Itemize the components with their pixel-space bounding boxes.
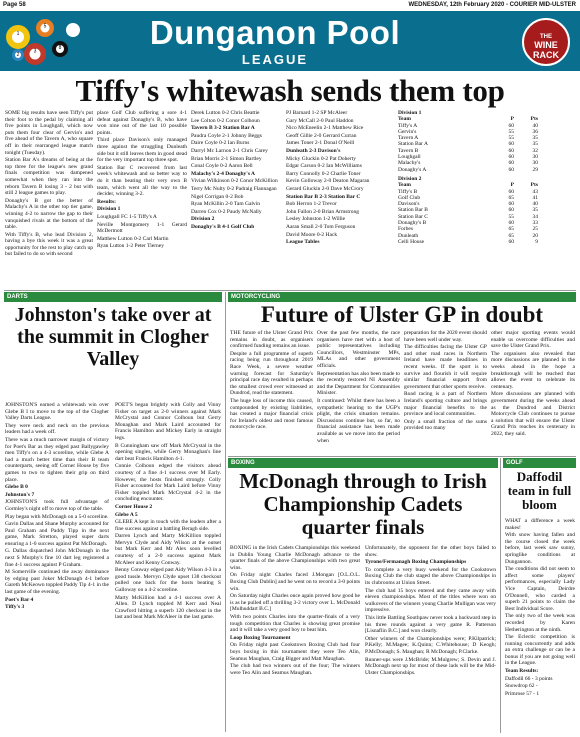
points-cell: 25 xyxy=(532,226,538,233)
result-line: Terry Mc Nulty 0-2 Padraig Flannagan xyxy=(191,185,277,192)
motor-column-3 xyxy=(404,330,487,450)
paragraph: Darren Lynch and Marty McKillion toppled Mervyn Clyde and Aidy Wilson at the outset but Mark Kerr and Mr Alex soon levelled courtesy of a 2-0 success against Mark McAleer and Kenny Conway. xyxy=(115,533,221,566)
division-1-table xyxy=(398,110,538,173)
sponsor-logo xyxy=(522,18,570,66)
points-cell: 30 xyxy=(532,154,538,161)
pool-ball-icon: 8 xyxy=(52,41,68,57)
result-line: Division 2 xyxy=(191,216,215,223)
team-cell: Forbes xyxy=(398,226,413,233)
points-cell: 20 xyxy=(532,232,538,239)
paragraph: The only two of the week was recorded by Karen Hetherington at the ninth. xyxy=(505,613,575,633)
result-line: Donaghy's B 4-1 Golf Club xyxy=(191,223,255,230)
result-line: Geoff Gillie 2-0 Gerrard Curran xyxy=(286,132,357,139)
lead-column-1 xyxy=(5,110,93,286)
paragraph: POET'S began brightly with Colly and Vinny Fisher on target as 2-0 winners against Mark McCrystal and Connor Colhoun but Gerry Monaghan and Mark Laird accounted for Francis Hamilton and Mickey Early in straight legs. xyxy=(115,402,221,441)
paragraph: On Saturday night Charles once again proved how good he is as he pulled off a thrilling 3-2 victory over L. McDonald [Mulhuddart B.C.] xyxy=(230,593,360,613)
played-cell: 65 xyxy=(508,226,514,233)
cue-ball-icon xyxy=(66,23,80,37)
result-line: Brian Morris 2-1 Simon Bartley xyxy=(191,155,262,162)
banner-title: Dunganon Pool xyxy=(149,14,401,51)
points-cell: 33 xyxy=(532,220,538,227)
team-cell: Golf Club xyxy=(398,194,421,201)
result-line: Tavern B 3-2 Station Bar A xyxy=(191,125,255,132)
divider xyxy=(4,290,576,291)
result-line: Daffodil 66 - 3 points xyxy=(505,675,553,682)
result-line: Kevin Golloway 2-0 Deaton Magaran xyxy=(286,178,370,185)
score-line: Johnston's 7 xyxy=(5,491,35,498)
table-title: Division 1 xyxy=(398,110,422,116)
result-line: Ryan Lutton 1-2 Peter Tierney xyxy=(97,243,164,250)
team-cell: Dunleath xyxy=(398,232,419,239)
subheading: Team Results: xyxy=(505,668,539,675)
result-line: John Fallon 2-0 Brian Armstrong xyxy=(286,208,360,215)
paragraph: Donaghy's B got the better of Malachy's A in the other top tier game, winning 4-2 to narrow the gap to their vanquished rivals at the bottom of the table. xyxy=(5,197,93,231)
table-row xyxy=(398,239,538,245)
points-cell: 35 xyxy=(532,135,538,142)
paragraph: On Friday night past Cookstown Boxing Club had four boys boxing in this tournament they were Teo Alin, Seamus Maughan, Craig Bigger and Matt Maughan. xyxy=(230,642,360,662)
played-cell: 65 xyxy=(508,194,514,201)
paragraph: Other winners of the Championships were; P.Kilpatrick; P.Kelly; M.Magee; K.Quinn; C.Whitehouse; D Keogh; P.McDonagh; S. Maughan; R McDonagh; P.Clarke. xyxy=(365,635,496,655)
team-cell: Celli House xyxy=(398,238,425,245)
banner-subtitle: LEAGUE xyxy=(241,52,309,67)
paragraph: JOHNSTON'S earned a whitewash win over Glebe B I to move to the top of the Clogher Valley Darts League. xyxy=(5,402,109,422)
points-cell: 41 xyxy=(532,194,538,201)
paragraph: Representation has also been made to the recently restored NI Assembly and the Department for Communities Minister. xyxy=(317,370,400,397)
page-number: Page 58 xyxy=(3,2,26,8)
points-cell: 30 xyxy=(532,160,538,167)
results-title: Results: xyxy=(97,198,116,205)
column-header: P xyxy=(510,116,514,123)
team-cell: Loughgall xyxy=(398,154,421,161)
league-tables-label: League Tables xyxy=(286,239,320,246)
paragraph: Station Bar C recovered from last week's whitewash and so better way to do it than beating their very own B team, which went all the way to the decider, winning 3-2. xyxy=(97,164,187,198)
result-line: Snowdrop 62 - xyxy=(505,683,538,690)
team-cell: Donaghy's A xyxy=(398,166,427,173)
sponsor-logo-main: WINE RACK xyxy=(533,40,559,60)
paragraph: There was a much narrower margin of victory for Poet's Bar as they edged past Ballygawley men Tiffy's on a 4-3 scoreline, while Glebe A had a much better time than their B team counterparts, seeing off Corner House by five games to two to tighten their grip on third place. xyxy=(5,436,109,483)
paragraph: Unfortunately, the opponent for the other boys failed to show. xyxy=(365,545,496,558)
column-header: Team xyxy=(398,182,411,189)
column-header: Team xyxy=(398,116,411,123)
column-header: Pts xyxy=(530,182,538,189)
darts-headline: Johnston's take over at the summit in Clogher Valley xyxy=(14,304,212,370)
points-cell: 40 xyxy=(532,201,538,208)
result-line: Dunleath 2-3 Davison's xyxy=(286,147,341,154)
paragraph: The difficulties facing the Ulster GP and other road races in Northern Ireland have made headlines in recent weeks. If the sport is to survive and flourish it will require similar financial support from government that other sports receive. xyxy=(404,344,487,390)
paragraph: place Golf Club suffering a sore 4-1 defeat against Donaghy's B, who have won nine out of the last 10 possible points. xyxy=(97,110,187,136)
played-cell: 55 xyxy=(508,213,514,220)
score-line: Poet's Bar 4 xyxy=(5,596,34,603)
points-cell: 9 xyxy=(535,238,538,245)
results-division: Division 1 xyxy=(97,206,121,213)
division-2-table xyxy=(398,176,538,245)
played-cell: 60 xyxy=(508,141,514,148)
lead-headline: Tiffy's whitewash sends them top xyxy=(75,73,505,108)
points-cell: 32 xyxy=(532,147,538,154)
team-cell: Gervin's xyxy=(398,128,417,135)
team-cell: Station Bar C xyxy=(398,213,428,220)
result-line: Darren Cox 0-2 Paudy McNally xyxy=(191,208,262,215)
played-cell: 55 xyxy=(508,128,514,135)
result-line: Barry Connolly 0-2 Charlie Toner xyxy=(286,170,361,177)
result-line: Gary McCall 2-0 Paul Haddon xyxy=(286,117,354,124)
team-cell: Tavern B xyxy=(398,147,419,154)
played-cell: 60 xyxy=(508,220,514,227)
result-line: Daire Coyle 0-2 Ian Burns xyxy=(191,140,250,147)
paragraph: To complete a very busy weekend for the Cookstown Boxing Club the club staged the above Championships in its clubrooms at Union Street. xyxy=(365,566,496,586)
score-line: Tiffy's 3 xyxy=(5,604,25,611)
result-line: Ryan McKillin 2-0 Tam Galvin xyxy=(191,201,260,208)
result-line: Nigel Corrigan 0-2 Bob xyxy=(191,193,244,200)
column-header: Pts xyxy=(530,116,538,123)
golf-headline: Daffodil team in full bloom xyxy=(507,469,572,512)
result-line: James Toner 2-1 Donal O'Neill xyxy=(286,140,355,147)
paragraph: BOXING in the Irish Cadets Championships this weekend in Dublin Young Charlie McDonagh advance to the quarter finals of the above Championships with two great wins. xyxy=(230,545,360,571)
team-cell: Tiffy's B xyxy=(398,188,418,195)
played-cell: 60 xyxy=(508,207,514,214)
result-line: Vivian Wilkinson 0-2 Conor McKillion xyxy=(191,178,278,185)
paragraph: Road racing is a part of Northern Ireland's sporting culture and brings major financial benefits to the province and local communities. xyxy=(404,391,487,418)
section-label-motorcycling: MOTORCYCLING xyxy=(228,292,576,302)
team-cell: Tavern A xyxy=(398,135,419,142)
divider xyxy=(228,456,576,457)
team-cell: Station Bar A xyxy=(398,141,428,148)
score-line: Corner House 2 xyxy=(115,503,153,510)
lead-column-3 xyxy=(191,110,281,286)
points-cell: 43 xyxy=(532,188,538,195)
result-line: Matthew Lutton 0-2 Carl Martin xyxy=(97,235,169,242)
paragraph: Station Bar A's dreams of being at the top three for the league's new grand finals competition was dampened somewhat when they ran into the reborn Tavern B losing 3 - 2 but with still 2 league games to play. xyxy=(5,157,93,197)
lead-column-2 xyxy=(97,110,187,286)
motor-column-2 xyxy=(317,330,400,450)
paragraph: More discussions are planned with government during the weeks ahead as the Dundrod and District Motorcycle Club continues to pursue a solution that will ensure the Ulster Grand Prix reaches its centenary in 2022, they said. xyxy=(491,391,575,437)
result-line: Lee Colton 0-2 Conor Colhoun xyxy=(191,117,260,124)
subheading: Loop Boxing Tournament xyxy=(230,634,291,641)
golf-column xyxy=(505,518,575,733)
paragraph: G. Dallas dispatched John McDonagh in the next S Murphy's fine 10 dart leg registered a fine 4-1 success against P Graham. xyxy=(5,548,109,568)
section-label-golf: GOLF xyxy=(503,458,576,468)
result-line: Derek Lutton 0-2 Chris Beattie xyxy=(191,110,260,116)
team-cell: Davison's xyxy=(398,201,420,208)
played-cell: 55 xyxy=(508,135,514,142)
sponsor-logo-top: THE xyxy=(540,34,552,40)
column-header: P xyxy=(510,182,514,189)
played-cell: 65 xyxy=(508,232,514,239)
paragraph: On Friday night Charles faced J.Mongan [O.L.O.L. Boxing Club Dublin] and he went on to record a 3-0 points win. xyxy=(230,572,360,592)
played-cell: 60 xyxy=(508,160,514,167)
paragraph: Runner-ups were J.McBride; M.Mulgrew; S. Devin and J. McDonagh next up for most of these lads will be the Mid-Ulster Championships. xyxy=(365,656,496,676)
paragraph: Despite a full programme of superb racing being run throughout 2019 Race Week, a severe weather warning forecast for Saturday's principal race day resulted in perhaps the smallest crowd ever witnessed at Dundrod, read the statement. xyxy=(230,350,313,397)
boxing-column-1 xyxy=(230,545,360,733)
played-cell: 60 xyxy=(508,238,514,245)
paragraph: GLEBE A kept in touch with the leaders after a fine success against a battling Beragh side. xyxy=(115,519,221,532)
motor-column-1 xyxy=(230,330,313,450)
result-line: Aaran Small 2-0 Tom Ferguson xyxy=(286,223,356,230)
paragraph: other major sporting events would enable us overcome difficulties and save the Ulster Grand Prix. xyxy=(491,330,575,350)
paragraph: The conditions did not seem to affect some players' performances, especially Lady Vice Captain, Deirdre O'Donnell, who carded a superb 21 points to claim the Best Individual Score. xyxy=(505,566,575,612)
result-line: Conal Coyle 0-2 Aaron Bell xyxy=(191,163,253,170)
paragraph: The club had two winners out of the four; The winners were Teo Alin and Seamus Maughan. xyxy=(230,663,360,676)
section-label-boxing: BOXING xyxy=(228,458,498,468)
league-banner xyxy=(0,11,580,71)
result-line: Malachy's 2-4 Donaghy's A xyxy=(191,170,256,177)
paragraph: With two points Charles into the quarter-finals of a very tough competition that Charles is showing great promise and it will take a very good boy to beat him. xyxy=(230,613,360,634)
team-cell: Malachy's xyxy=(398,160,421,167)
paragraph: Benny Conway edged past Aidy Wilson 4-3 in a good tussle. Mervyn Clyde upset 138 checkout pulled one back for the hosts beating S Galloway on a 4-2 scoreline. xyxy=(115,567,221,594)
paragraph: The huge loss of income this caused, compounded by existing liabilities, has created a major financial crisis for Ireland's oldest and most famous motorcycle race. xyxy=(230,397,313,431)
paragraph: Only a small fraction of the sums provided too many xyxy=(404,418,487,432)
paragraph: This little Battling Southpaw never took a backward step in his three rounds against a very game R. Patterson [Lisnaflin B.C.] and won clearly. xyxy=(365,614,496,635)
paragraph: preparation for the 2020 event should have been well under way. xyxy=(404,330,487,343)
paragraph: It continued: Whilst there has been a sympathetic hearing to the UGP's plight, the crisis situation remains. Discussions continue but, so far, no financial assistance has been made available as we move into the period when xyxy=(317,397,400,444)
played-cell: 60 xyxy=(508,188,514,195)
result-line: Loughgall FC 1-5 Tiffy's A xyxy=(97,213,157,220)
result-line: Darryl Mc Larnon 2-1 Chris Carey xyxy=(191,147,268,154)
boxing-column-2 xyxy=(365,545,496,733)
table-title: Division 2 xyxy=(398,175,422,182)
points-cell: 29 xyxy=(532,166,538,173)
played-cell: 60 xyxy=(508,147,514,154)
pool-ball-icon: 2 xyxy=(12,49,24,61)
paragraph: THE future of the Ulster Grand Prix remains in doubt, as organisers confirmed funding remains an issue. xyxy=(230,330,313,350)
result-line: Edgar Carson 0-2 Ian McWilliams xyxy=(286,163,362,170)
score-line: Glebe A 5 xyxy=(115,511,138,518)
issue-date: WEDNESDAY, 12th February 2020 - COURIER MID-ULSTER xyxy=(408,2,576,8)
paragraph: With snow having fallen and the course closed the week before, last week saw sunny, springlike conditions at Dungannon. xyxy=(505,532,575,565)
played-cell: 60 xyxy=(508,201,514,208)
result-line: Station Bar B 2-3 Station Bar C xyxy=(286,193,361,200)
team-cell: Donaghy's B xyxy=(398,220,427,227)
league-tables xyxy=(398,110,575,286)
points-cell: 40 xyxy=(532,122,538,129)
played-cell: 60 xyxy=(508,154,514,161)
paragraph: B Cunningham saw off Mark McCrystal in the opening singles, while Gerry Monaghan's line dart beat Francis Hamilton 4-1. xyxy=(115,442,221,462)
paragraph: Over the past few months, the race organisers have met with a host of public representatives including Councillors, Westminster MPs, MLAs and other government officials. xyxy=(317,330,400,369)
paragraph: Marty McKillion had a 4-1 success over A Allen. D Lynch toppled M Kerr and Neal Crawford hitting a superb 120 checkout in the last and beat Mark McAleer in the last game. xyxy=(115,594,221,621)
result-line: Gerard Gluckin 2-0 Dave McCrory xyxy=(286,185,364,192)
score-line: Glebe B 0 xyxy=(5,484,28,491)
paragraph: The Eclectic competition is running concurrently and adds an extra challenge or can be a bonus if you are not going well in the League. xyxy=(505,634,575,667)
pool-ball-icon: 3 xyxy=(24,43,46,65)
points-cell: 35 xyxy=(532,207,538,214)
paragraph: The organisers also revealed that more discussions are planned in the weeks ahead in the hope a breakthrough will be reached that allows the event to celebrate its centenary. xyxy=(491,350,575,390)
team-cell: Tiffy's A xyxy=(398,122,418,129)
result-line: Micky Gluckin 0-2 Pat Doherty xyxy=(286,155,356,162)
paragraph: Third place Davison's only managed three against the struggling Dunleath side but it still leaves them in good stead for the very important top three spot. xyxy=(97,137,187,164)
result-line: Primrose 57 - 1 xyxy=(505,690,540,697)
paragraph: WHAT a difference a week makes! xyxy=(505,518,575,531)
section-label-darts: DARTS xyxy=(4,292,222,302)
divider xyxy=(500,458,501,733)
result-line: Nico McEneelin 2-1 Matthew Rice xyxy=(286,125,364,132)
paragraph: M Somerville continued the away dominance by edging past Joker McDonagh 4-1 before Gareth McKeown toppled Paddy Tip 4-1 in the last game of the evening. xyxy=(5,569,109,596)
page-header xyxy=(0,0,580,11)
motor-column-4 xyxy=(491,330,575,450)
paragraph: Gavin Dallas and Shane Murphy accounted for Paul Graham and Paddy Tipp in the next game, Mark Stretton, played super darts ensuring a 1-0 success against Pat McDonagh. xyxy=(5,521,109,547)
played-cell: 60 xyxy=(508,122,514,129)
paragraph: Play began with McDonagh on a 5-0 scoreline. xyxy=(5,513,109,520)
points-cell: 34 xyxy=(532,213,538,220)
team-cell: Station Bar B xyxy=(398,207,428,214)
result-line: Neville Montgomery 1-1 Gerard McDermott xyxy=(97,221,187,235)
played-cell: 60 xyxy=(508,166,514,173)
pool-ball-icon: 5 xyxy=(36,19,54,37)
boxing-headline: McDonagh through to Irish Championship Cadets quarter finals xyxy=(239,469,487,539)
paragraph: Connie Colhoun edged the visitors ahead courtesy of a fine 4-1 success over M Early. However, the hosts finished strongly. Colly Fisher accounted for Mark Laird before Vinny Fisher toppled Mark McCrystal 4-2 in the concluding encounter. xyxy=(115,463,221,503)
motorcycling-headline: Future of Ulster GP in doubt xyxy=(260,302,544,327)
result-line: Paudra Coyle 2-1 Johnny Beggs xyxy=(191,132,262,139)
paragraph: The club had 15 boys entered and they came away with eleven championships. Most of the titles where won on walkovers of the winners young Charlie Mulligan was very impressive. xyxy=(365,587,496,614)
points-cell: 35 xyxy=(532,141,538,148)
paragraph: JOHNSTON'S took full advantage of Gormley's night off to move top of the table. xyxy=(5,499,109,512)
darts-column-2 xyxy=(115,402,221,732)
result-line: David Moore 0-2 Hack xyxy=(286,231,338,238)
paragraph: With Tiffy's B, who lead Division 2, having a bye this week it was a great opportunity for the rest to play catch up but failed to do so with second xyxy=(5,231,93,258)
result-line: PJ Barnard 1-2 SP McAleer xyxy=(286,110,348,116)
lead-column-4 xyxy=(286,110,380,286)
result-line: Bob Herron 1-2 Trevor xyxy=(286,201,337,208)
result-line: Lesley Johnston 1-2 Willie xyxy=(286,216,346,223)
darts-column-1 xyxy=(5,402,109,732)
divider xyxy=(225,292,226,732)
pool-ball-icon: 1 xyxy=(6,25,30,49)
paragraph: They were neck and neck on the previous leaders had a week off. xyxy=(5,422,109,436)
paragraph: SOME big results have seen Tiffy's put their foot to the pedal by claiming all five points in Loughgall, which now puts them four clear of Gervin's and five ahead of the Tavern A, who square off in their rearranged league match tonight (Tuesday). xyxy=(5,110,93,156)
subheading: Tyrone/Fermanagh Boxing Championships xyxy=(365,559,467,566)
points-cell: 36 xyxy=(532,128,538,135)
table-row xyxy=(398,167,538,173)
